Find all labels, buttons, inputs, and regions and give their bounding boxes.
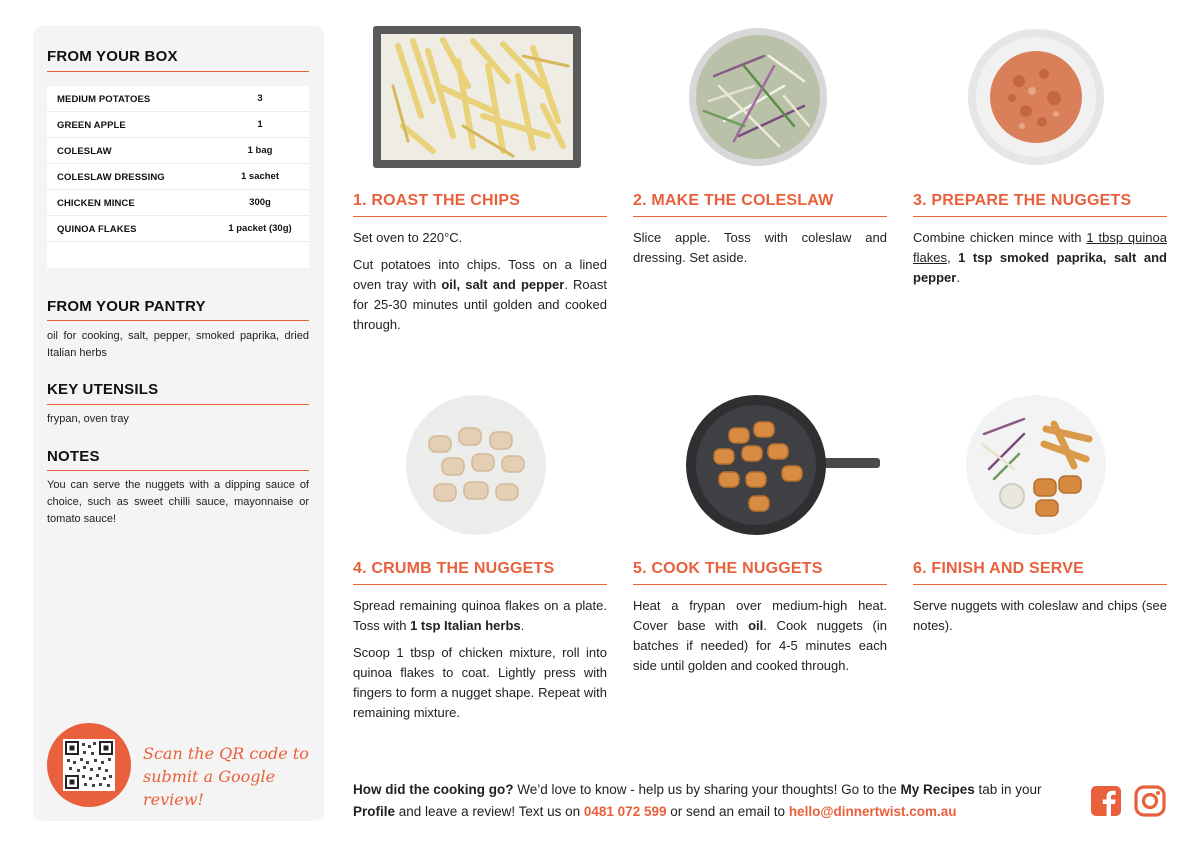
qr-badge [47, 723, 131, 807]
ingredient-qty: 300g [249, 197, 271, 208]
mince-bowl-image [964, 26, 1108, 168]
table-row [47, 138, 309, 164]
ingredient-name: CHICKEN MINCE [57, 198, 135, 209]
step-6-rule [913, 584, 1167, 585]
ingredient-name: COLESLAW DRESSING [57, 172, 165, 183]
my-recipes-label: My Recipes [900, 782, 975, 797]
pantry-text: oil for cooking, salt, pepper, smoked paprika, dried Italian herbs [47, 330, 309, 359]
instagram-icon[interactable] [1134, 785, 1166, 817]
table-row [47, 164, 309, 190]
ingredient-qty: 1 [257, 119, 263, 130]
step-5-body [633, 596, 887, 683]
ingredient-qty: 3 [257, 93, 263, 104]
ingredients-table [47, 86, 309, 268]
step-3-body [913, 228, 1167, 295]
step-3-text: Combine chicken mince with 1 tbsp quinoa flakes, 1 tsp smoked paprika, salt and pepper. [913, 230, 1167, 285]
table-row [47, 216, 309, 242]
step-3-title: 3. PREPARE THE NUGGETS [913, 192, 1132, 209]
step-1-body [353, 228, 607, 342]
frypan-nuggets-image [684, 394, 882, 536]
step-4-text: Scoop 1 tbsp of chicken mixture, roll into quinoa flakes to coat. Lightly press with fingers to form a nugget shape. Repeat with remaining mixture. [353, 645, 607, 720]
facebook-icon[interactable] [1090, 785, 1122, 817]
step-1-rule [353, 216, 607, 217]
step-2-text: Slice apple. Toss with coleslaw and dressing. Set aside. [633, 230, 887, 265]
step-4-text: Spread remaining quinoa flakes on a plate. Toss with 1 tsp Italian herbs. [353, 598, 607, 633]
ingredient-qty: 1 sachet [240, 171, 280, 182]
roast-chips-image [373, 26, 581, 168]
notes-text: You can serve the nuggets with a dipping sauce of choice, such as sweet chilli sauce, mayonnaise or tomato sauce! [47, 479, 309, 525]
pantry-rule [47, 320, 309, 321]
step-6-text: Serve nuggets with coleslaw and chips (see notes). [913, 598, 1167, 633]
from-box-rule [47, 71, 309, 72]
email-link[interactable]: hello@dinnertwist.com.au [788, 804, 957, 819]
step-4-body [353, 596, 607, 730]
step-2-title: 2. MAKE THE COLESLAW [633, 192, 834, 209]
step-1-title: 1. ROAST THE CHIPS [353, 192, 521, 209]
ingredient-name: GREEN APPLE [57, 120, 126, 131]
table-row [47, 112, 309, 138]
crumbed-nuggets-image [404, 394, 548, 536]
ingredient-qty: 1 packet (30g) [228, 223, 292, 234]
utensils-text: frypan, oven tray [47, 413, 129, 425]
step-1-text: Cut potatoes into chips. Toss on a lined oven tray with oil, salt and pepper. Roast for 25-30 minutes until golden and cooked through. [353, 257, 607, 332]
step-2-rule [633, 216, 887, 217]
step-5-title: 5. COOK THE NUGGETS [633, 560, 823, 577]
footer-question: How did the cooking go? [353, 782, 514, 797]
from-box-title: FROM YOUR BOX [47, 48, 178, 65]
notes-title: NOTES [47, 448, 100, 465]
step-4-rule [353, 584, 607, 585]
utensils-title: KEY UTENSILS [47, 381, 159, 398]
step-3-rule [913, 216, 1167, 217]
qr-code-icon [63, 739, 115, 791]
served-plate-image [964, 394, 1108, 536]
ingredients-sidebar [33, 26, 324, 821]
table-row [47, 190, 309, 216]
step-6-body [913, 596, 1167, 643]
step-5-rule [633, 584, 887, 585]
ingredient-name: QUINOA FLAKES [57, 224, 137, 235]
ingredient-qty: 1 bag [247, 145, 273, 156]
step-6-title: 6. FINISH AND SERVE [913, 560, 1084, 577]
qr-review-prompt: Scan the QR code to submit a Google review! [143, 744, 309, 809]
step-4-title: 4. CRUMB THE NUGGETS [353, 560, 555, 577]
coleslaw-bowl-image [684, 26, 832, 168]
utensils-rule [47, 404, 309, 405]
ingredient-name: MEDIUM POTATOES [57, 94, 151, 105]
step-1-text: Set oven to 220°C. [353, 230, 463, 245]
profile-label: Profile [353, 804, 396, 819]
review-footer: How did the cooking go? We’d love to know - help us by sharing your thoughts! Go to the My Recipes tab in your Profile and leave a review! Text us on 0481 072 599 or send an email to hello@dinnertwist.com.au [353, 782, 1042, 819]
step-5-text: Heat a frypan over medium-high heat. Cover base with oil. Cook nuggets (in batches if needed) for 4-5 minutes each side until golden and cooked through. [633, 598, 887, 673]
notes-rule [47, 470, 309, 471]
phone-link[interactable]: 0481 072 599 [583, 804, 667, 819]
table-row [47, 86, 309, 112]
ingredient-name: COLESLAW [57, 146, 112, 157]
pantry-title: FROM YOUR PANTRY [47, 298, 206, 315]
step-2-body [633, 228, 887, 275]
